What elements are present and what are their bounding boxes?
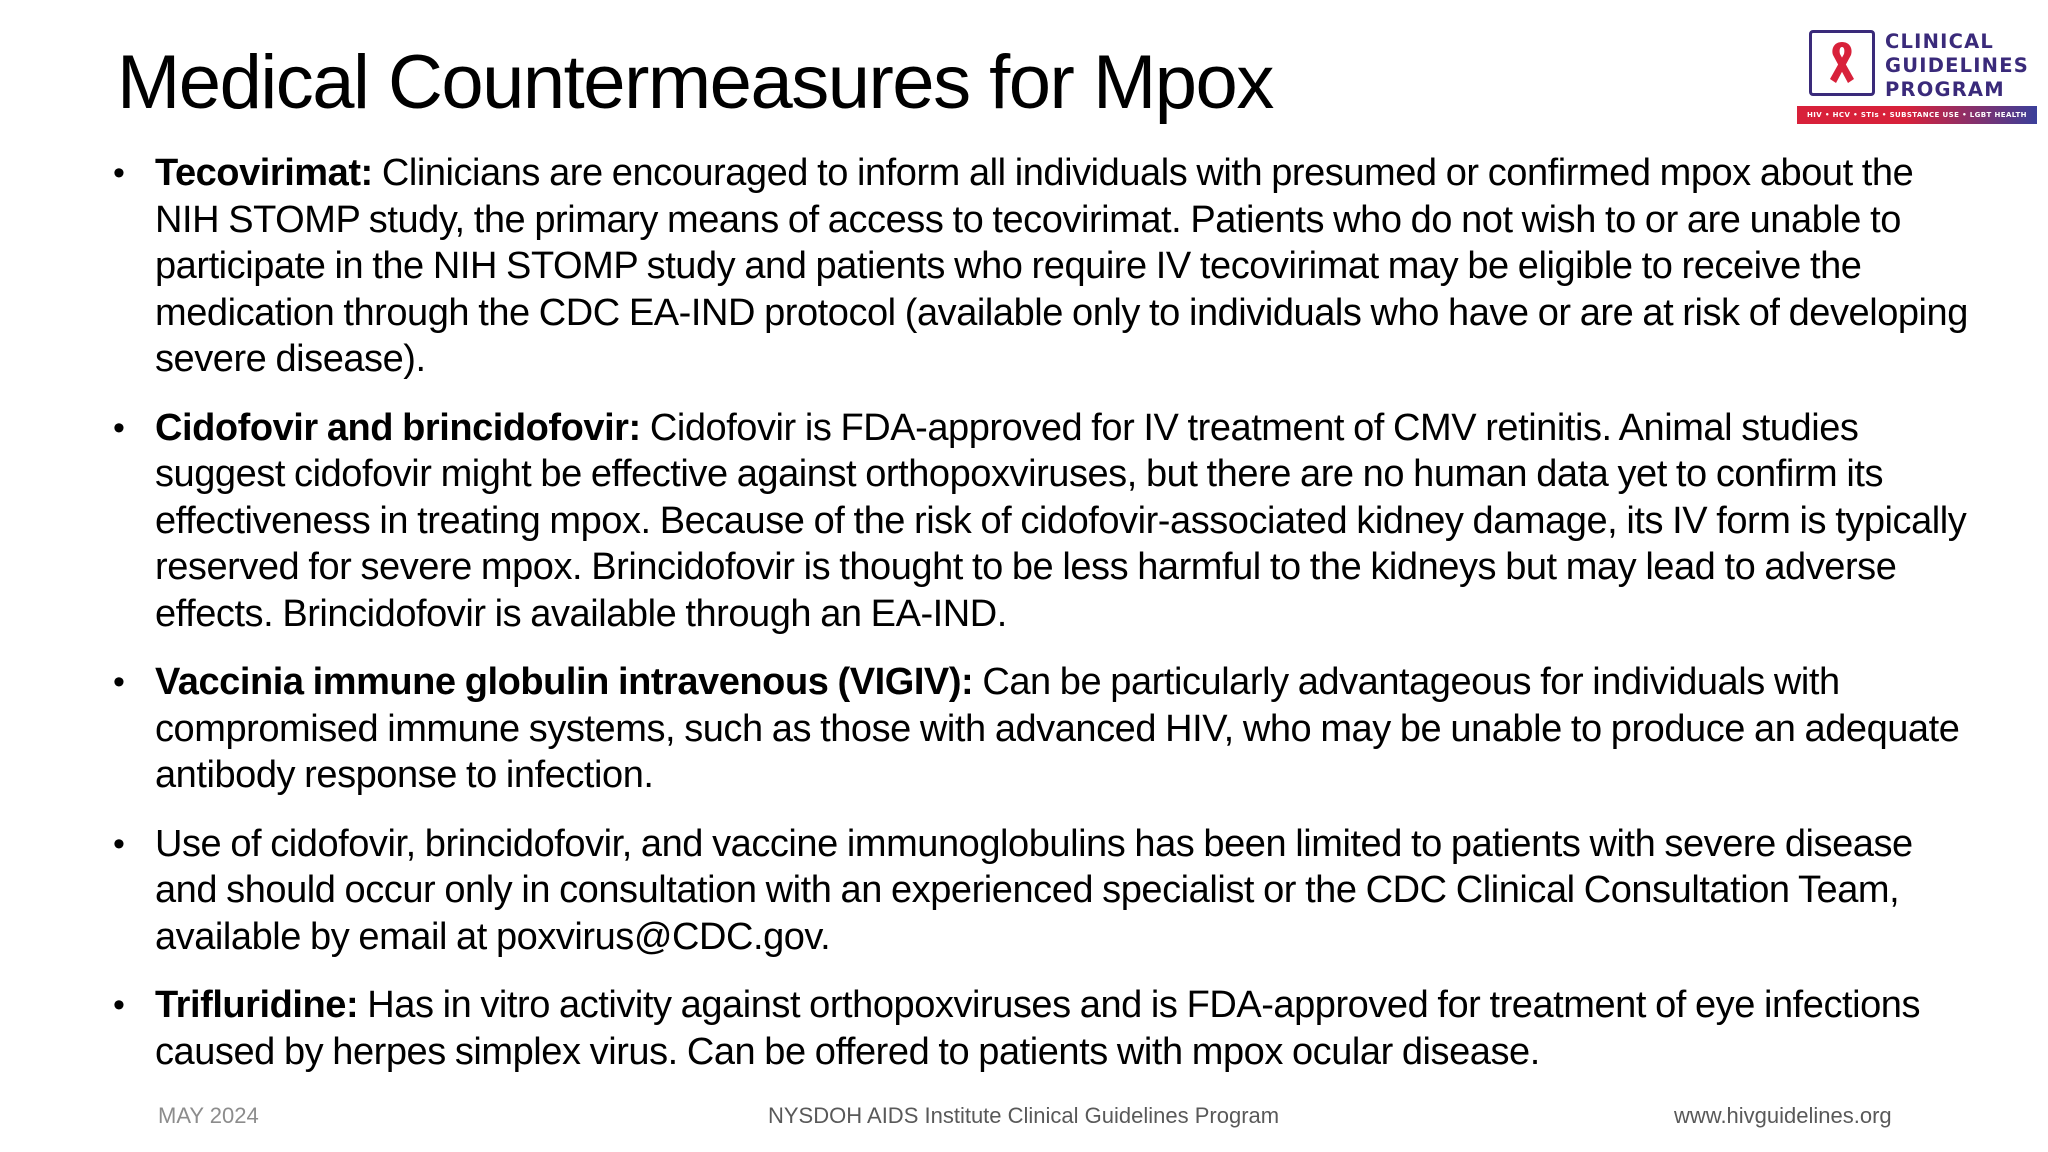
bullet-item — [113, 659, 1973, 799]
bullet-text: Clinicians are encouraged to inform all individuals with presumed or confirmed mpox about the NIH STOMP study, the primary means of access to tecovirimat. Patients who do not wish to or are unable to participate in the NIH STOMP study and patients who require IV tecovirimat may be eligible to receive the medication through the CDC EA-IND protocol (available only to individuals who have or are at risk of developing severe disease). — [155, 152, 1968, 380]
footer-date: MAY 2024 — [158, 1103, 259, 1128]
bullet-text: Has in vitro activity against orthopoxviruses and is FDA-approved for treatment of eye infections caused by herpes simplex virus. Can be offered to patients with mpox ocular disease. — [155, 984, 1921, 1073]
logo-tagline-band — [1797, 106, 2037, 124]
bullet-item — [113, 405, 1973, 638]
logo-line-2: GUIDELINES — [1885, 54, 2029, 77]
bullet-term: Cidofovir and brincidofovir: — [155, 406, 641, 449]
bullet-term: Vaccinia immune globulin intravenous (VIGIV): — [155, 661, 974, 703]
bullet-term: Tecovirimat: — [155, 152, 373, 194]
footer-website-link[interactable]: www.hivguidelines.org — [1674, 1103, 1892, 1128]
bullet-text: Use of cidofovir, brincidofovir, and vaccine immunoglobulins has been limited to patients with severe disease and should occur only in consultation with an experienced specialist or the CDC Clinical Consultation Team, available by email at poxvirus@CDC.gov. — [155, 822, 1913, 958]
bullet-marker: • — [113, 824, 125, 863]
bullet-marker: • — [113, 408, 125, 447]
bullet-text: Can be particularly advantageous for individuals with compromised immune systems, such as those with advanced HIV, who may be unable to produce an adequate antibody response to infection. — [155, 661, 1960, 796]
bullet-term: Trifluridine: — [155, 984, 359, 1026]
bullet-marker: • — [113, 986, 125, 1024]
red-ribbon-icon — [1809, 30, 1875, 96]
bullet-list — [113, 150, 1973, 1097]
logo-line-3: PROGRAM — [1885, 78, 2005, 101]
bullet-text: Cidofovir is FDA-approved for IV treatment of CMV retinitis. Animal studies suggest cidofovir might be effective against orthopoxviruses, but there are no human data yet to confirm its effectiveness in treating mpox. Because of the risk of cidofovir-associated kidney damage, its IV form is typically reserved for severe mpox. Brincidofovir is thought to be less harmful to the kidneys but may lead to adverse effects. Brincidofovir is available through an EA-IND. — [155, 406, 1967, 635]
logo-tagline: HIV • HCV • STIs • SUBSTANCE USE • LGBT HEALTH — [1807, 111, 2027, 119]
footer-program: NYSDOH AIDS Institute Clinical Guidelines Program — [768, 1103, 1280, 1128]
bullet-marker: • — [113, 663, 125, 701]
bullet-item — [113, 982, 1973, 1075]
logo-wordmark — [1885, 30, 2029, 102]
bullet-item — [113, 150, 1973, 383]
slide-title: Medical Countermeasures for Mpox — [117, 40, 1273, 125]
bullet-item — [113, 821, 1973, 961]
logo-line-1: CLINICAL — [1885, 30, 1994, 53]
clinical-guidelines-program-logo — [1797, 30, 2037, 130]
bullet-marker: • — [113, 154, 125, 192]
